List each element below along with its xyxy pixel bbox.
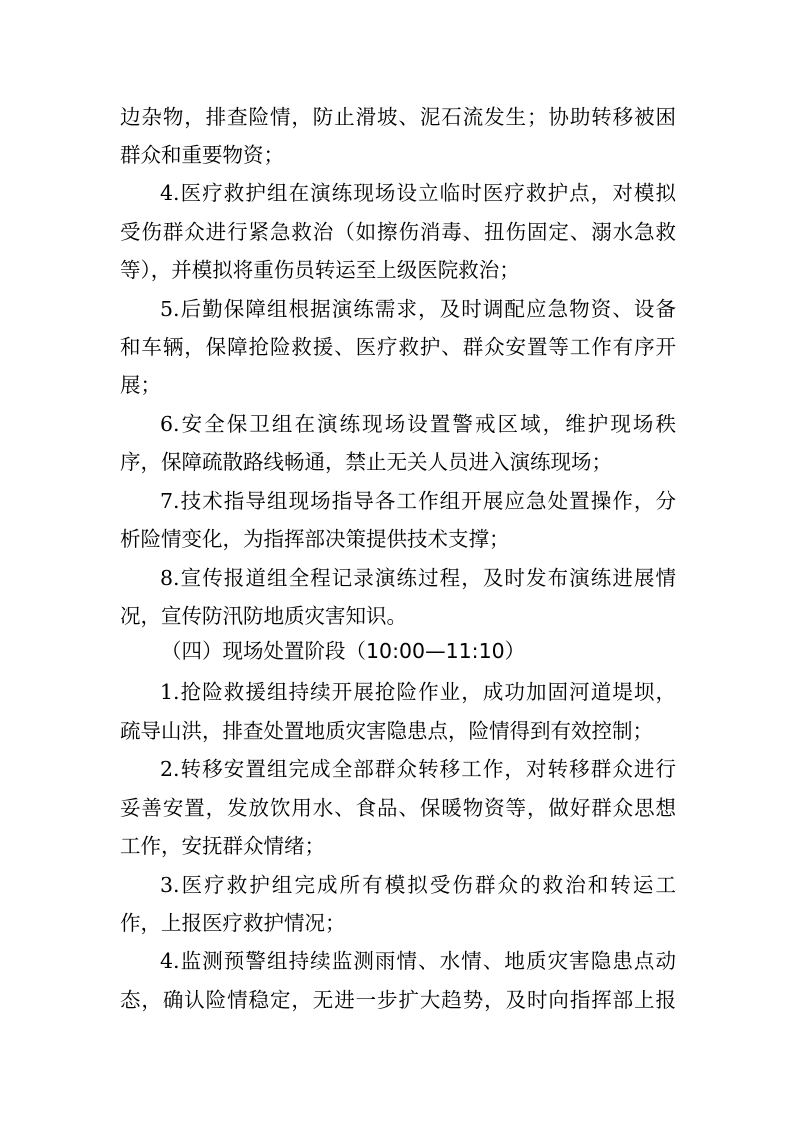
text-line: 工作，安抚群众情绪；: [120, 834, 325, 858]
text-line: 5.后勤保障组根据演练需求，及时调配应急物资、设备: [160, 297, 676, 321]
text-line: 受伤群众进行紧急救治（如擦伤消毒、扭伤固定、溺水急救: [120, 220, 676, 244]
text-line: 析险情变化，为指挥部决策提供技术支撑；: [120, 527, 510, 551]
text-line: 妥善安置，发放饮用水、食品、保暖物资等，做好群众思想: [120, 796, 676, 820]
text-line: 等），并模拟将重伤员转运至上级医院救治；: [120, 258, 520, 282]
text-line: 群众和重要物资；: [120, 143, 284, 167]
text-line: 态，确认险情稳定，无进一步扩大趋势，及时向指挥部上报: [120, 988, 676, 1012]
text-line: 和车辆，保障抢险救援、医疗救护、群众安置等工作有序开: [120, 335, 676, 359]
text-line: 边杂物，排查险情，防止滑坡、泥石流发生；协助转移被困: [120, 105, 676, 129]
text-line: 7.技术指导组现场指导各工作组开展应急处置操作，分: [160, 489, 676, 513]
text-line: 3.医疗救护组完成所有模拟受伤群众的救治和转运工: [160, 873, 676, 897]
text-line: 8.宣传报道组全程记录演练过程，及时发布演练进展情: [160, 566, 676, 590]
text-line: 6.安全保卫组在演练现场设置警戒区域，维护现场秩: [160, 412, 676, 436]
section-heading: （四）现场处置阶段（10:00—11:10）: [161, 639, 526, 663]
text-line: 况，宣传防汛防地质灾害知识。: [120, 604, 407, 628]
text-line: 展；: [120, 373, 161, 397]
text-line: 疏导山洪，排查处置地质灾害隐患点，险情得到有效控制；: [120, 719, 653, 743]
text-line: 4.医疗救护组在演练现场设立临时医疗救护点，对模拟: [160, 181, 676, 205]
text-line: 1.抢险救援组持续开展抢险作业，成功加固河道堤坝，: [160, 680, 676, 704]
text-line: 4.监测预警组持续监测雨情、水情、地质灾害隐患点动: [160, 949, 676, 973]
text-line: 2.转移安置组完成全部群众转移工作，对转移群众进行: [160, 757, 676, 781]
text-line: 作，上报医疗救护情况；: [120, 911, 346, 935]
text-line: 序，保障疏散路线畅通，禁止无关人员进入演练现场；: [120, 450, 612, 474]
